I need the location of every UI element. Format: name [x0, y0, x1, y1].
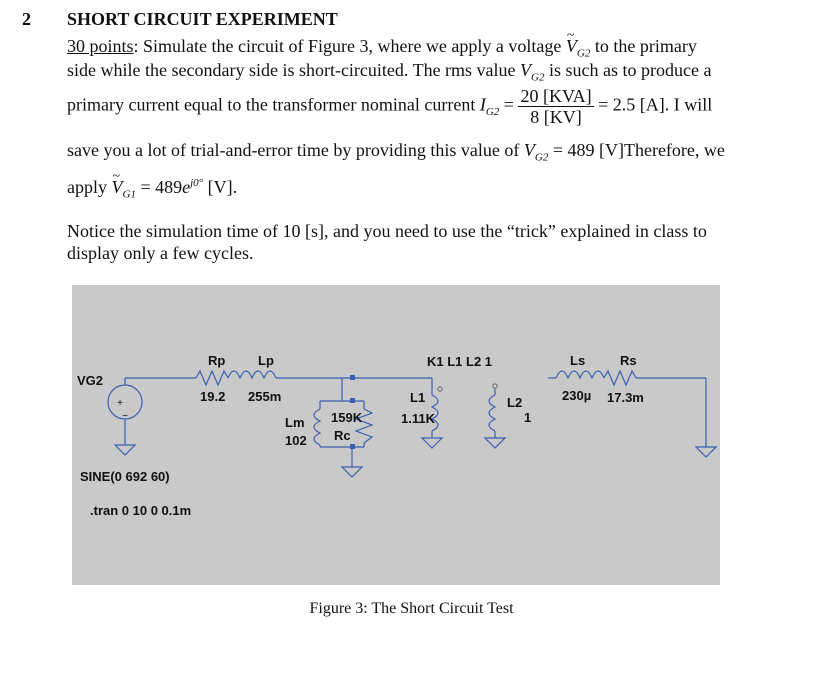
l2-inductor-symbol	[489, 395, 495, 431]
source-plus: +	[117, 398, 123, 409]
rs-resistor-symbol	[604, 371, 636, 385]
text-line-4	[67, 139, 725, 169]
fraction-numerator: 20 [KVA]	[520, 86, 592, 106]
points-label: 30 points	[67, 36, 134, 56]
lp-value: 255m	[248, 389, 282, 404]
ig2-symbol: I	[479, 94, 486, 115]
rp-value: 19.2	[200, 389, 226, 404]
fraction-denominator: 8 [KV]	[530, 107, 582, 127]
text-line-5	[67, 172, 237, 206]
schematic-panel	[72, 285, 720, 585]
schematic	[72, 285, 720, 585]
l1-label: L1	[410, 390, 426, 405]
paragraph-2-line-1: Notice the simulation time of 10 [s], and you need to use the “trick” explained in class to	[67, 221, 707, 241]
ground-symbol	[696, 447, 716, 457]
line1-end: to the primary	[594, 36, 697, 56]
rc-value: 159K	[331, 410, 363, 425]
equals-sign: =	[503, 94, 514, 115]
ground-symbol	[342, 467, 362, 477]
exp-power: j0°	[190, 177, 204, 189]
vg2-rms-symbol: V	[520, 60, 532, 80]
line4-a: save you a lot of trial-and-error time by providing this value of	[67, 140, 520, 160]
text-line-2	[67, 59, 711, 89]
source-minus: −	[122, 411, 128, 422]
rs-value: 17.3m	[607, 390, 644, 405]
vg2-label: VG2	[77, 373, 104, 388]
node-dot	[350, 375, 355, 380]
ground-symbol	[422, 438, 442, 448]
problem-number: 2	[22, 9, 31, 29]
lm-value: 102	[285, 433, 307, 448]
vg1-subscript: G1	[122, 188, 136, 201]
fraction	[518, 86, 593, 127]
lm-inductor-symbol	[314, 409, 320, 445]
vg2-symbol: ~ V	[566, 35, 577, 57]
problem-title: SHORT CIRCUIT EXPERIMENT	[67, 9, 338, 29]
line2-a: side while the secondary side is short-circuited. The rms value	[67, 60, 516, 80]
rp-label: Rp	[208, 353, 226, 368]
lp-inductor-symbol	[228, 371, 276, 378]
node-dot	[350, 398, 355, 403]
vg2-value-subscript: G2	[534, 151, 549, 164]
ground-symbol	[485, 438, 505, 448]
l2-label: L2	[507, 395, 523, 410]
line4-b: = 489 [V]Therefore, we	[552, 140, 725, 160]
vg2-rms-subscript: G2	[531, 71, 545, 84]
paragraph-2-line-2: display only a few cycles.	[67, 243, 254, 263]
line1-text: : Simulate the circuit of Figure 3, where we apply a voltage	[133, 36, 562, 56]
exp-e: e	[182, 177, 191, 197]
lp-label: Lp	[258, 353, 274, 368]
text-line-3	[67, 86, 712, 127]
line5-c: [V].	[207, 177, 238, 197]
ground-symbol	[115, 445, 135, 455]
source-spec: SINE(0 692 60)	[80, 469, 170, 484]
ls-value: 230µ	[562, 388, 592, 403]
dot-marker-l1	[438, 387, 442, 391]
ig2-subscript: G2	[485, 106, 500, 119]
line3-a: primary current equal to the transformer nominal current	[67, 94, 476, 115]
vg1-symbol: ~ V	[112, 176, 123, 198]
tran-directive: .tran 0 10 0 0.1m	[90, 503, 192, 518]
ls-inductor-symbol	[556, 371, 604, 378]
line3-b: = 2.5 [A]. I will	[598, 94, 713, 115]
rp-resistor-symbol	[196, 371, 228, 385]
coupling-directive: K1 L1 L2 1	[427, 354, 493, 369]
rs-label: Rs	[620, 353, 637, 368]
line5-a: apply	[67, 177, 107, 197]
line2-b: is such as to produce a	[549, 60, 712, 80]
ls-label: Ls	[570, 353, 586, 368]
l1-value: 1.11K	[401, 411, 435, 426]
node-dot	[350, 444, 355, 449]
l2-value: 1	[524, 410, 532, 425]
lm-label: Lm	[285, 415, 305, 430]
line5-b: = 489	[140, 177, 183, 197]
vg2-value-symbol: V	[523, 140, 535, 160]
rc-label: Rc	[334, 428, 351, 443]
figure-caption: Figure 3: The Short Circuit Test	[309, 600, 514, 617]
dot-marker-l2	[493, 384, 497, 388]
vg2-subscript: G2	[576, 47, 591, 60]
